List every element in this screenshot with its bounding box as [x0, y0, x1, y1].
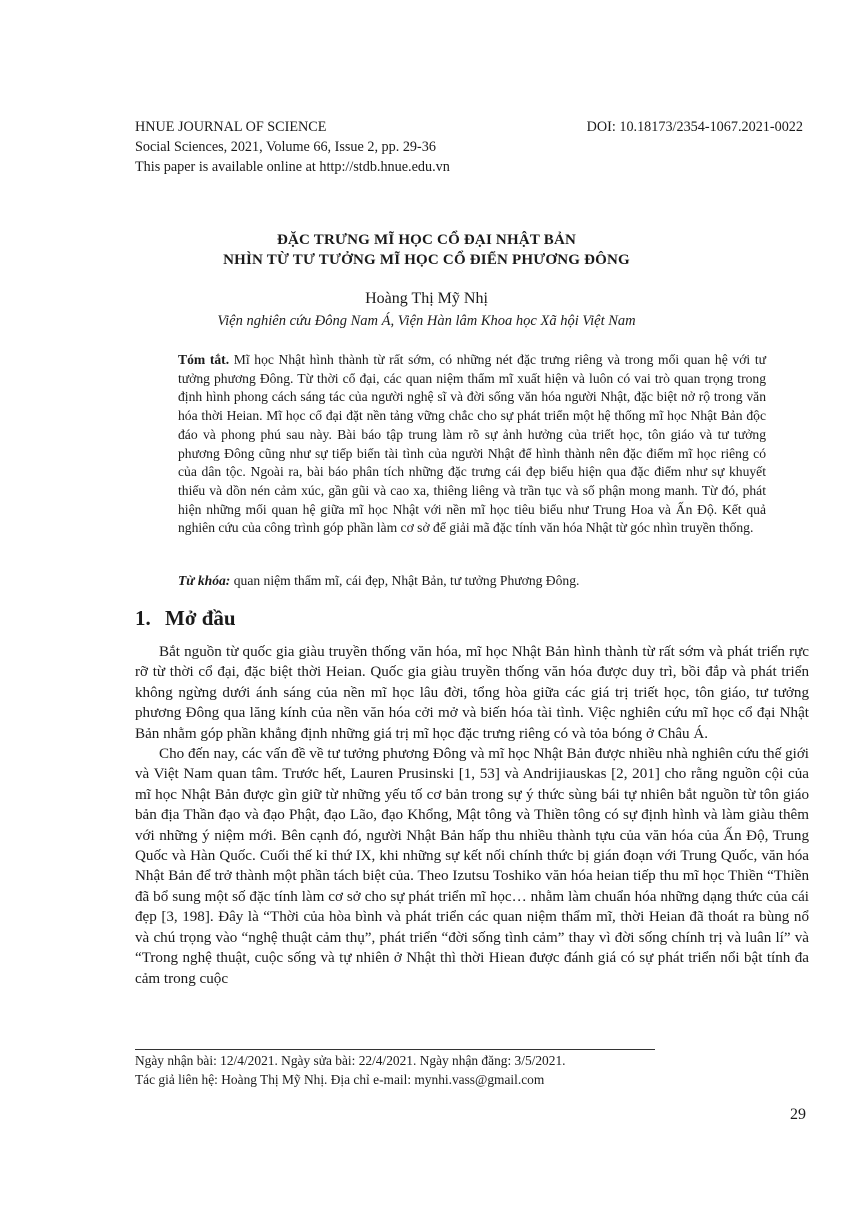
abstract-label: Tóm tắt. [178, 352, 230, 367]
footnote-divider [135, 1049, 655, 1050]
keywords [178, 572, 766, 591]
page-number: 29 [790, 1106, 806, 1123]
author-name: Hoàng Thị Mỹ Nhị [365, 290, 488, 307]
journal-name: HNUE JOURNAL OF SCIENCE [135, 119, 327, 135]
keywords-label: Từ khóa: [178, 573, 231, 588]
abstract-text: Mĩ học Nhật hình thành từ rất sớm, có những nét đặc trưng riêng và trong mối quan hệ với tư tưởng phương Đông. Từ thời cổ đại, các quan niệm thẩm mĩ xuất hiện và luôn có vai trò quan trọng trong định hình phong cách sáng tác của người nghệ sĩ và đời sống văn hóa người Nhật, đặc biệt nở rộ trong văn hóa thời Heian. Mĩ học cổ đại đặt nền tảng vững chắc cho sự phát triển một hệ thống mĩ học Nhật Bản độc đáo và phong phú sau này. Bài báo tập trung làm rõ sự ảnh hưởng của triết học, tôn giáo và tư tưởng phương Đông cũng như sự tiếp biến tài tình của người Nhật để hình thành nên đặc điểm mĩ học riêng có của dân tộc. Ngoài ra, bài báo phân tích những đặc trưng cái đẹp biểu hiện qua đặc điểm như sự khuyết thiếu và dồn nén cảm xúc, gần gũi và cao xa, thiêng liêng và trần tục và số phận mong manh. Từ đó, phát hiện những mối quan hệ giữa mĩ học Nhật với nền mĩ học tiêu biểu như Trung Hoa và Ấn Độ. Kết quả nghiên cứu của công trình góp phần làm cơ sở để giải mã đặc tính văn hóa Nhật từ góc nhìn truyền thống. [178, 352, 766, 536]
title-line-1: ĐẶC TRƯNG MĨ HỌC CỔ ĐẠI NHẬT BẢN [276, 232, 577, 248]
title-line-2: NHÌN TỪ TƯ TƯỞNG MĨ HỌC CỔ ĐIỂN PHƯƠNG ĐÔNG [223, 252, 630, 268]
author-affiliation: Viện nghiên cứu Đông Nam Á, Viện Hàn lâm Khoa học Xã hội Việt Nam [217, 313, 636, 329]
availability-note: This paper is available online at http://stdb.hnue.edu.vn [135, 159, 450, 175]
body-text [135, 642, 809, 989]
footnote-dates: Ngày nhận bài: 12/4/2021. Ngày sửa bài: 22/4/2021. Ngày nhận đăng: 3/5/2021. [135, 1053, 566, 1068]
keywords-text: quan niệm thẩm mĩ, cái đẹp, Nhật Bản, tư tưởng Phương Đông. [230, 573, 580, 588]
abstract [178, 351, 766, 538]
section-title: Mở đầu [165, 606, 236, 630]
section-number: 1. [135, 606, 151, 630]
volume-info: Social Sciences, 2021, Volume 66, Issue 2, pp. 29-36 [135, 139, 436, 155]
section-heading [135, 606, 236, 631]
paragraph-2: Cho đến nay, các vấn đề về tư tưởng phương Đông và mĩ học Nhật Bản được nhiều nhà nghiên cứu thế giới và Việt Nam quan tâm. Trước hết, Lauren Prusinski [1, 53] và Andrijiauskas [2, 201] cho rằng nguồn cội của mĩ học Nhật Bản được gìn giữ từ những yếu tố cơ bản trong sự ý thức sùng bái tự nhiên bắt nguồn từ tôn giáo bản địa Thần đạo và đạo Phật, đạo Lão, đạo Khổng, Mật tông và Thiền tông có sự định hình và làm giàu thêm với những ý niệm mới. Bên cạnh đó, người Nhật Bản hấp thu nhiều thành tựu của văn hóa của Ấn Độ, Trung Quốc và Hàn Quốc. Cuối thế kỉ thứ IX, khi những sự kết nối chính thức bị gián đoạn với Trung Quốc, văn hóa Nhật Bản để trở thành một phần tách biệt của. Theo Izutsu Toshiko văn hóa heian tiếp thu mĩ học Thiền “Thiền đã bổ sung một số đặc tính làm cơ sở cho sự phát triển mĩ học… nhằm làm chuẩn hóa những dạng thức của cái đẹp [3, 198]. Đây là “Thời của hòa bình và phát triển các quan niệm thẩm mĩ, thời Heian đã thoát ra bùng nổ và chú trọng vào “nghệ thuật cảm thụ”, phát triển “đời sống tình cảm” thay vì đời sống chính trị và luân lí” và “Trong nghệ thuật, cuộc sống và tự nhiên ở Nhật thì thời Hiean được đánh giá có sự phát triển nổi bật tính đa cảm trong cuộc [135, 746, 809, 987]
doi: DOI: 10.18173/2354-1067.2021-0022 [586, 119, 803, 135]
paragraph-1: Bắt nguồn từ quốc gia giàu truyền thống văn hóa, mĩ học Nhật Bản hình thành từ rất sớm và phát triển rực rỡ từ thời cổ đại, đặc biệt thời Heian. Quốc gia giàu truyền thống văn hóa được duy trì, bồi đắp và phát triển không ngừng dưới ánh sáng của nền mĩ học lâu đời, tổng hòa giữa các giá trị triết học, tôn giáo, tư tưởng phương Đông qua lăng kính của nền văn hóa cởi mở và biến hóa tài tình. Việc nghiên cứu mĩ học cổ đại Nhật Bản nhằm góp phần khẳng định những giá trị mĩ học đặc trưng riêng có và tỏa bóng ở Châu Á. [135, 644, 809, 742]
footnote-contact: Tác giả liên hệ: Hoàng Thị Mỹ Nhị. Địa chỉ e-mail: mynhi.vass@gmail.com [135, 1072, 545, 1087]
